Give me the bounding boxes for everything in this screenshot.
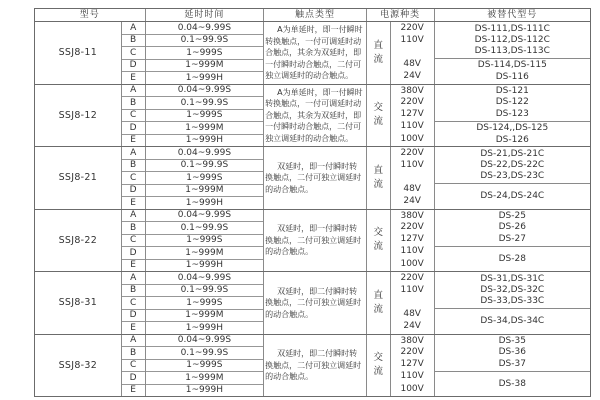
- delay-range-cell: 1~999S: [146, 110, 264, 123]
- model-block: [35, 210, 590, 273]
- voltage-value: 380V: [400, 210, 424, 221]
- voltage-group-top: [391, 335, 434, 371]
- voltage-value: 100V: [400, 383, 424, 394]
- delay-range-cell: 0.1~99.9S: [146, 35, 264, 48]
- delay-range-column: [145, 335, 264, 397]
- gear-letter-column: [121, 147, 145, 209]
- table-header-row: [35, 9, 590, 22]
- gear-letter-cell: B: [122, 35, 145, 48]
- delay-range-column: [145, 272, 264, 334]
- column-header-replaced-model: 被替代型号: [434, 9, 590, 21]
- delay-range-cell: 1~999H: [185, 135, 223, 146]
- voltage-column: [390, 85, 434, 147]
- voltage-group-top: [391, 85, 434, 121]
- replaced-models-column: [434, 210, 590, 272]
- contact-type-cell: [263, 22, 366, 84]
- column-header-contact-type: 触点类型: [263, 9, 366, 21]
- voltage-value: 220V: [400, 97, 424, 107]
- gear-letter-cell: C: [122, 360, 145, 373]
- voltage-value: 100V: [400, 133, 424, 144]
- replaced-models-column: [434, 147, 590, 209]
- replaced-group-bottom: [435, 371, 590, 397]
- power-kind-text: 交流: [373, 102, 384, 128]
- gear-letter-cell: A: [122, 85, 145, 98]
- delay-range-cell: 0.04~9.99S: [146, 210, 264, 223]
- voltage-group-bottom: [391, 246, 434, 272]
- replaced-model-value: DS-123: [495, 108, 529, 119]
- delay-range-cell: 1~999M: [146, 122, 264, 135]
- voltage-value: 110V: [400, 246, 424, 257]
- voltage-group-top: [391, 147, 434, 183]
- delay-range-column: [145, 85, 264, 147]
- gear-letter-column: [121, 335, 145, 397]
- model-name: SSJ8-32: [58, 359, 98, 371]
- voltage-value: 110V: [400, 121, 424, 132]
- replaced-model-value: DS-111,DS-111C: [474, 23, 550, 34]
- delay-range-column: [145, 22, 264, 84]
- replaced-model-value: DS-27: [498, 233, 526, 244]
- replaced-model-value: DS-26: [498, 222, 526, 233]
- power-kind-cell: [366, 22, 390, 84]
- gear-letter-cell: D: [122, 247, 145, 260]
- model-name: SSJ8-11: [58, 47, 98, 59]
- gear-letter-cell: E: [130, 260, 136, 271]
- replaced-model-value: DS-112,DS-112C: [474, 34, 550, 45]
- replaced-model-value: DS-38: [498, 378, 526, 389]
- replaced-model-value: DS-34,DS-34C: [480, 316, 545, 327]
- contact-type-text: 双延时，即二付瞬时转换触点，二付可独立调延时的动合触点。: [265, 286, 362, 319]
- model-block: [35, 85, 590, 148]
- voltage-group-bottom: [391, 183, 434, 209]
- gear-letter-cell: C: [122, 235, 145, 248]
- voltage-group-top: [391, 272, 434, 308]
- gear-letter-cell: A: [122, 335, 145, 348]
- voltage-value: 127V: [400, 108, 424, 119]
- gear-letter-cell: E: [130, 197, 136, 208]
- delay-range-cell: 0.04~9.99S: [146, 85, 264, 98]
- power-kind-cell: [366, 210, 390, 272]
- gear-letter-cell: D: [122, 122, 145, 135]
- gear-letter-cell: A: [122, 210, 145, 223]
- gear-letter-cell: E: [130, 322, 136, 333]
- contact-type-cell: [263, 147, 366, 209]
- replaced-model-value: DS-32,DS-32C: [480, 284, 545, 295]
- contact-type-cell: [263, 85, 366, 147]
- replaced-models-column: [434, 85, 590, 147]
- voltage-value: 48V: [403, 308, 421, 319]
- replaced-group-bottom: [435, 183, 590, 209]
- voltage-value: 100V: [400, 258, 424, 269]
- gear-letter-cell: C: [122, 172, 145, 185]
- power-kind-cell: [366, 147, 390, 209]
- gear-letter-cell: C: [122, 110, 145, 123]
- gear-letter-cell: B: [122, 97, 145, 110]
- contact-type-text: A为单延时，即一付瞬时转换触点，一付可调延时动合触点，其余为双延时，即一付瞬时动合触点，二付可独立调延时的动合触点。: [265, 87, 363, 143]
- gear-letter-column: [121, 22, 145, 84]
- gear-letter-cell: D: [122, 310, 145, 323]
- replaced-model-value: DS-24,DS-24C: [480, 191, 545, 202]
- replaced-models-column: [434, 22, 590, 84]
- replaced-group-top: [435, 272, 590, 308]
- power-kind-text: 直流: [373, 39, 384, 65]
- delay-range-cell: 0.1~99.9S: [146, 285, 264, 298]
- delay-range-cell: 0.04~9.99S: [146, 22, 264, 35]
- contact-type-text: 双延时，即二付瞬时转换触点，二付可独立调延时的动合触点。: [265, 349, 362, 381]
- replaced-models-column: [434, 272, 590, 334]
- replaced-model-value: DS-28: [498, 253, 526, 264]
- gear-letter-cell: D: [122, 185, 145, 198]
- gear-letter-cell: A: [122, 22, 145, 35]
- model-block: [35, 272, 590, 335]
- replaced-model-value: DS-126: [495, 134, 529, 145]
- replaced-models-column: [434, 335, 590, 397]
- model-name: SSJ8-12: [58, 109, 98, 121]
- column-header-power-kind: 电源种类: [366, 9, 434, 21]
- contact-type-cell: [263, 335, 366, 397]
- gear-letter-cell: C: [122, 297, 145, 310]
- delay-range-column: [145, 147, 264, 209]
- delay-range-cell: 1~999M: [146, 310, 264, 323]
- contact-type-text: 双延时，即一付瞬时转换触点，二付可独立调延时的动合触点。: [265, 161, 362, 194]
- delay-range-cell: 1~999H: [185, 385, 223, 396]
- contact-type-text: A为单延时，即一付瞬时转换触点，一付可调延时动合触点，其余为双延时，即一付瞬时动合触点，二付可独立调延时的动合触点。: [265, 25, 363, 80]
- voltage-group-bottom: [391, 121, 434, 147]
- contact-type-cell: [263, 210, 366, 272]
- relay-spec-table: [34, 8, 591, 397]
- power-kind-cell: [366, 85, 390, 147]
- voltage-value: 127V: [400, 233, 424, 244]
- contact-type-cell: [263, 272, 366, 334]
- model-name: SSJ8-21: [58, 172, 98, 184]
- replaced-model-value: DS-33,DS-33C: [480, 296, 545, 307]
- gear-letter-cell: B: [122, 160, 145, 173]
- voltage-group-bottom: [391, 58, 434, 84]
- gear-letter-cell: E: [130, 72, 136, 83]
- voltage-value: 220V: [400, 222, 424, 232]
- voltage-value: 24V: [403, 196, 421, 207]
- model-block: [35, 147, 590, 210]
- delay-range-cell: 1~999H: [185, 72, 223, 83]
- replaced-group-top: [435, 147, 590, 183]
- voltage-column: [390, 272, 434, 334]
- gear-letter-cell: A: [122, 272, 145, 285]
- power-kind-text: 直流: [373, 289, 384, 315]
- delay-range-cell: 1~999S: [146, 297, 264, 310]
- replaced-model-value: DS-116: [495, 72, 529, 83]
- model-name: SSJ8-22: [58, 234, 98, 246]
- voltage-value: 220V: [400, 347, 424, 357]
- replaced-group-bottom: [435, 246, 590, 272]
- power-kind-cell: [366, 272, 390, 334]
- delay-range-cell: 0.04~9.99S: [146, 335, 264, 348]
- voltage-group-bottom: [391, 308, 434, 334]
- model-block: [35, 335, 590, 397]
- delay-range-cell: 1~999H: [185, 260, 223, 271]
- delay-range-cell: 1~999M: [146, 60, 264, 73]
- power-kind-cell: [366, 335, 390, 397]
- column-header-delay-time: 延时时间: [145, 9, 264, 21]
- model-block: [35, 22, 590, 85]
- delay-range-cell: 1~999S: [146, 235, 264, 248]
- replaced-model-value: DS-37: [498, 358, 526, 369]
- voltage-value: 220V: [400, 273, 424, 283]
- replaced-group-top: [435, 335, 590, 371]
- delay-range-cell: 0.1~99.9S: [146, 347, 264, 360]
- delay-range-cell: 0.04~9.99S: [146, 147, 264, 160]
- gear-letter-cell: A: [122, 147, 145, 160]
- power-kind-text: 交流: [373, 352, 384, 378]
- replaced-model-value: DS-36: [498, 347, 526, 358]
- gear-letter-cell: B: [122, 285, 145, 298]
- voltage-value: 220V: [400, 148, 424, 158]
- delay-range-cell: 1~999M: [146, 185, 264, 198]
- voltage-value: 48V: [403, 58, 421, 69]
- delay-range-cell: 0.04~9.99S: [146, 272, 264, 285]
- contact-type-text: 双延时，即一付瞬时转换触点，二付可独立调延时的动合触点。: [265, 224, 362, 256]
- voltage-value: 110V: [400, 284, 424, 295]
- delay-range-cell: 1~999H: [185, 197, 223, 208]
- voltage-group-top: [391, 22, 434, 58]
- replaced-group-top: [435, 85, 590, 121]
- delay-range-cell: 1~999S: [146, 360, 264, 373]
- gear-letter-cell: D: [122, 60, 145, 73]
- column-header-model: 型号: [79, 9, 100, 20]
- power-kind-text: 直流: [373, 164, 384, 190]
- voltage-column: [390, 147, 434, 209]
- replaced-group-bottom: [435, 308, 590, 334]
- replaced-model-value: DS-25: [498, 211, 526, 222]
- replaced-model-value: DS-121: [495, 86, 529, 97]
- gear-letter-column: [121, 85, 145, 147]
- replaced-model-value: DS-113,DS-113C: [474, 46, 550, 57]
- voltage-column: [390, 22, 434, 84]
- delay-range-cell: 0.1~99.9S: [146, 222, 264, 235]
- gear-letter-cell: B: [122, 347, 145, 360]
- replaced-group-top: [435, 22, 590, 58]
- replaced-model-value: DS-31,DS-31C: [480, 273, 545, 284]
- gear-letter-column: [121, 210, 145, 272]
- delay-range-cell: 1~999S: [146, 172, 264, 185]
- replaced-model-value: DS-22,DS-22C: [480, 159, 545, 170]
- replaced-group-bottom: [435, 121, 590, 147]
- delay-range-column: [145, 210, 264, 272]
- model-name: SSJ8-31: [58, 297, 98, 309]
- voltage-value: 110V: [400, 34, 424, 45]
- replaced-model-value: DS-124,,DS-125: [476, 122, 549, 133]
- voltage-value: 24V: [403, 71, 421, 82]
- delay-range-cell: 1~999H: [185, 322, 223, 333]
- delay-range-cell: 1~999M: [146, 372, 264, 385]
- voltage-value: 48V: [403, 183, 421, 194]
- delay-range-cell: 0.1~99.9S: [146, 97, 264, 110]
- gear-letter-cell: E: [130, 135, 136, 146]
- gear-letter-cell: E: [130, 385, 136, 396]
- voltage-value: 110V: [400, 371, 424, 382]
- gear-letter-cell: D: [122, 372, 145, 385]
- replaced-model-value: DS-122: [495, 97, 529, 108]
- voltage-value: 220V: [400, 23, 424, 33]
- voltage-value: 110V: [400, 159, 424, 170]
- gear-letter-column: [121, 272, 145, 334]
- delay-range-cell: 1~999S: [146, 47, 264, 60]
- voltage-value: 380V: [400, 85, 424, 96]
- voltage-value: 380V: [400, 335, 424, 346]
- voltage-group-bottom: [391, 371, 434, 397]
- replaced-model-value: DS-23,DS-23C: [480, 171, 545, 182]
- voltage-column: [390, 210, 434, 272]
- voltage-value: 24V: [403, 321, 421, 332]
- delay-range-cell: 0.1~99.9S: [146, 160, 264, 173]
- replaced-model-value: DS-35: [498, 336, 526, 347]
- replaced-group-bottom: [435, 58, 590, 84]
- replaced-model-value: DS-21,DS-21C: [480, 148, 545, 159]
- delay-range-cell: 1~999M: [146, 247, 264, 260]
- replaced-model-value: DS-114,DS-115: [477, 60, 547, 71]
- gear-letter-cell: B: [122, 222, 145, 235]
- voltage-value: 127V: [400, 358, 424, 369]
- gear-letter-cell: C: [122, 47, 145, 60]
- power-kind-text: 交流: [373, 227, 384, 253]
- replaced-group-top: [435, 210, 590, 246]
- voltage-column: [390, 335, 434, 397]
- voltage-group-top: [391, 210, 434, 246]
